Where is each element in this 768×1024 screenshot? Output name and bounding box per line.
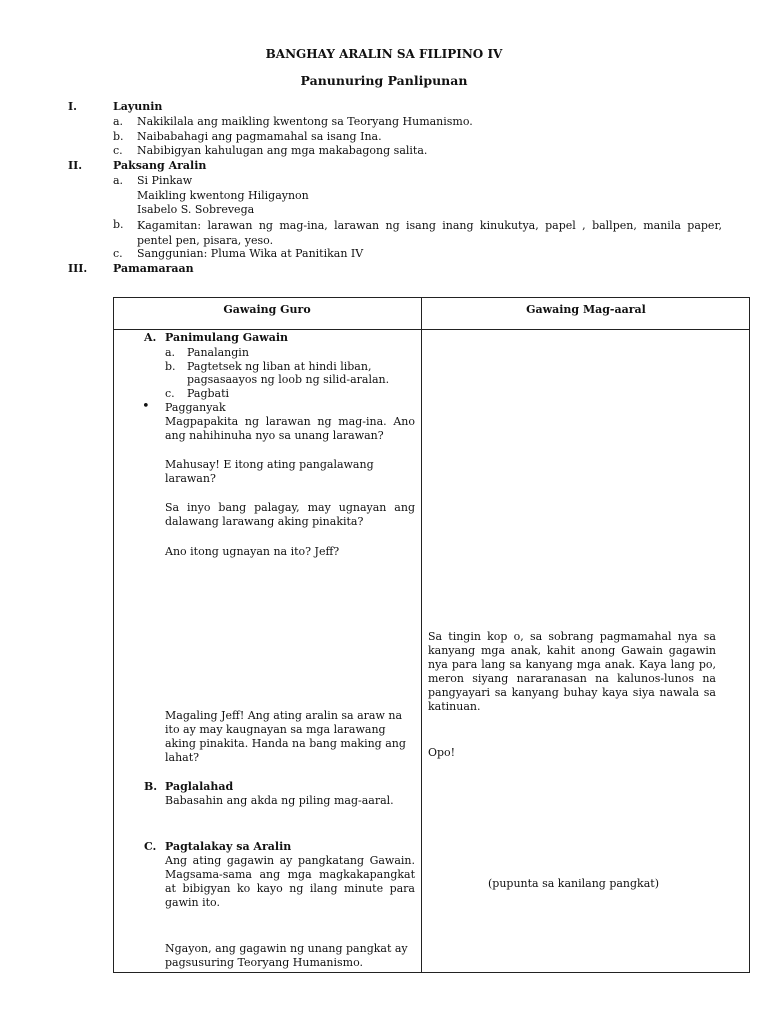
teacher-text: Magpapakita ng larawan ng mag-ina. Ano ang nahihinuha nyo sa unang larawan? xyxy=(165,415,415,442)
document-subtitle: Panunuring Panlipunan xyxy=(300,73,468,88)
section-number-1: I. xyxy=(68,100,77,113)
sub-label: a. xyxy=(165,346,176,359)
part-label-a: A. xyxy=(144,331,157,344)
student-response: Sa tingin kop o, sa sobrang pagmamahal nya sa kanyang mga anak, kahit anong Gawain gagawin nya para lang sa kanyang mga anak. Kaya lang po, meron siyang nararanasan na kalunos-lunos na pangyayari sa kanyang buhay kaya siya nawala sa katinuan. xyxy=(428,630,716,713)
part-label-c: C. xyxy=(144,840,157,853)
table-header-divider xyxy=(113,329,750,330)
section-number-3: III. xyxy=(68,262,88,275)
list-item: Nakikilala ang maikling kwentong sa Teoryang Humanismo. xyxy=(137,115,473,128)
student-response: (pupunta sa kanilang pangkat) xyxy=(488,877,659,890)
sub-item: pagsasaayos ng loob ng silid-aralan. xyxy=(187,373,390,386)
teacher-text: Ano itong ugnayan na ito? Jeff? xyxy=(165,545,340,558)
table-header-guro: Gawaing Guro xyxy=(223,303,311,316)
list-label: a. xyxy=(113,115,124,128)
teacher-text: Babasahin ang akda ng piling mag-aaral. xyxy=(165,794,394,807)
sub-item: Pagtetsek ng liban at hindi liban, xyxy=(187,360,372,373)
student-response: Opo! xyxy=(428,746,456,759)
part-title-pagtalakay: Pagtalakay sa Aralin xyxy=(165,840,292,853)
section-heading-paksang-aralin: Paksang Aralin xyxy=(113,159,207,172)
teacher-text: Ngayon, ang gagawin ng unang pangkat ay pagsusuring Teoryang Humanismo. xyxy=(165,942,408,969)
pagganyak-heading: Pagganyak xyxy=(165,401,226,414)
sub-item: Pagbati xyxy=(187,387,230,400)
list-item-kagamitan: Kagamitan: larawan ng mag-ina, larawan ng isang inang kinukutya, papel , ballpen, manila paper, pentel pen, pisara, yeso. xyxy=(137,219,722,247)
teacher-text: Sa inyo bang palagay, may ugnayan ang dalawang larawang aking pinakita? xyxy=(165,501,415,528)
list-label: b. xyxy=(113,130,124,143)
part-label-b: B. xyxy=(144,780,158,793)
list-item: Nabibigyan kahulugan ang mga makabagong salita. xyxy=(137,144,428,157)
part-title-panimulang-gawain: Panimulang Gawain xyxy=(165,331,289,344)
list-item: Naibabahagi ang pagmamahal sa isang Ina. xyxy=(137,130,382,143)
bullet-icon: • xyxy=(142,399,150,414)
list-item: Maikling kwentong Hiligaynon xyxy=(137,189,309,202)
sub-label: c. xyxy=(165,387,175,400)
list-item: Si Pinkaw xyxy=(137,174,193,187)
teacher-text: Magaling Jeff! Ang ating aralin sa araw na ito ay may kaugnayan sa mga larawang aking pinakita. Handa na bang making ang lahat? xyxy=(165,709,406,764)
teacher-text: Mahusay! E itong ating pangalawang larawan? xyxy=(165,458,374,485)
document-title: BANGHAY ARALIN SA FILIPINO IV xyxy=(265,47,503,61)
section-heading-pamamaraan: Pamamaraan xyxy=(113,262,194,275)
list-label: c. xyxy=(113,247,123,260)
section-heading-layunin: Layunin xyxy=(113,100,163,113)
part-title-paglalahad: Paglalahad xyxy=(165,780,234,793)
sub-label: b. xyxy=(165,360,176,373)
list-item-sanggunian: Sanggunian: Pluma Wika at Panitikan IV xyxy=(137,247,364,260)
list-label: c. xyxy=(113,144,123,157)
list-label: a. xyxy=(113,174,124,187)
teacher-text: Ang ating gagawin ay pangkatang Gawain. Magsama-sama ang mga magkakapangkat at bibigyan ko kayo ng ilang minute para gawin ito. xyxy=(165,854,415,909)
list-label: b. xyxy=(113,218,124,231)
section-number-2: II. xyxy=(68,159,83,172)
table-column-divider xyxy=(421,297,422,973)
list-item: Isabelo S. Sobrevega xyxy=(137,203,255,216)
sub-item: Panalangin xyxy=(187,346,249,359)
table-header-mag-aaral: Gawaing Mag-aaral xyxy=(526,303,646,316)
